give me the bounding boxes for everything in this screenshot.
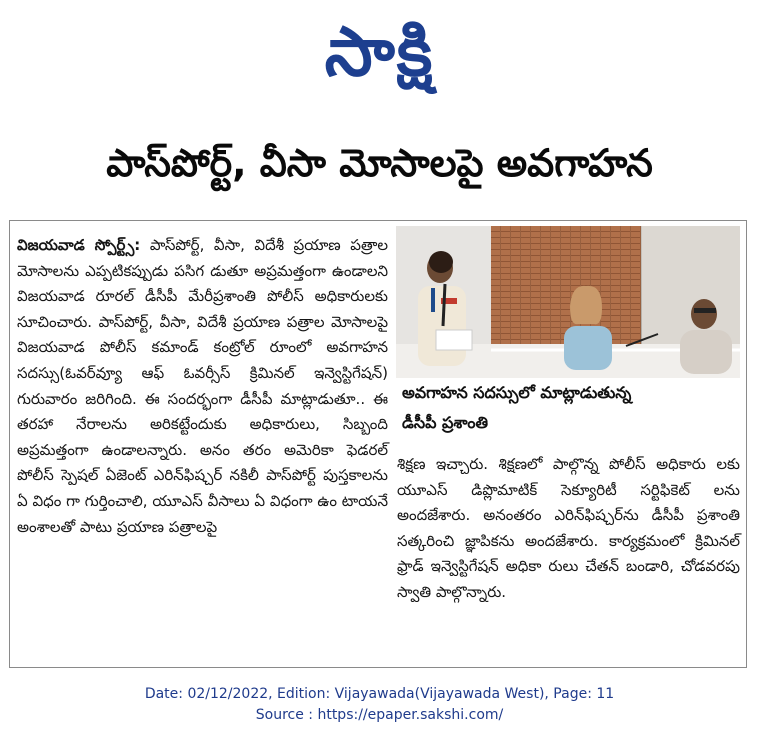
edition-info: Date: 02/12/2022, Edition: Vijayawada(Vijayawada West), Page: 11 [144,686,615,702]
article-body-left: పాస్‌పోర్ట్, వీసా, విదేశీ ప్రయాణ పత్రాల మోసాలను ఎప్పటికప్పుడు పసిగ డుతూ అప్రమత్తంగా ఉండాలని విజయవాడ రూరల్ డీసీపీ మేరీప్రశాంతి పోలీస్ అధికారులకు సూచించారు. పాస్‌పోర్ట్, వీసా, విదేశీ ప్రయాణ పత్రాల మోసాలపై విజయవాడ పోలీస్ కమాండ్ కంట్రోల్ రూంలో అవగాహన సదస్సు(ఓవర్‌వ్యూ ఆఫ్ ఓవర్సీస్ క్రిమినల్ ఇన్వెస్టిగేషన్) గురువారం జరిగింది. ఈ సందర్భంగా డీసీపీ మాట్లాడుతూ.. ఈ తరహా నేరాలను అరికట్టేందుకు అధికారులు, సిబ్బంది అప్రమత్తంగా ఉండాలన్నారు. అనం తరం అమెరికా ఫెడరల్ పోలీస్ స్పెషల్ ఏజెంట్ ఎరిన్‌ఫిష్చర్ నకిలీ పాస్‌పోర్ట్ పుస్తకాలను ఏ విధం గా గుర్తించాలి, యూఎస్ వీసాలు ఏ విధంగా ఉం టాయనే అంశాలతో పాటు ప్రయాణ పత్రాలపై [17,236,388,536]
photo-caption-line-1: అవగాహన సదస్సులో మాట్లాడుతున్న [402,383,632,402]
article-right-column: శిక్షణ ఇచ్చారు. శిక్షణలో పాల్గొన్న పోలీస్ అధికారు లకు యూఎస్ డిప్లొమాటిక్ సెక్యూరిటీ సర్టిఫికెట్ లను అందజేశారు. అనంతరం ఎరిన్‌ఫిష్చర్‌ను డీసీపీ ప్రశాంతి సత్కరించి జ్ఞాపికను అందజేశారు. కార్యక్రమంలో క్రిమినల్ ఫ్రాడ్ ఇన్వెస్టిగేషన్ అధికా రులు చేతన్ బండారి, చోడవరపు స్వాతి పాల్గొన్నారు. [397,455,740,601]
logo-text: సాక్షి [324,13,435,92]
article-photo [396,226,740,378]
photo-caption [402,378,742,438]
dateline: విజయవాడ స్పోర్ట్స్: [17,236,141,254]
article-left-column [17,233,388,540]
article-headline: పాస్‌పోర్ట్, వీసా మోసాలపై అవగాహన [106,141,653,185]
photo-caption-line-2: డీసీపీ ప్రశాంతి [402,413,488,432]
page-footer [0,684,759,726]
photo-illustration [396,226,740,378]
masthead-logo [0,8,759,98]
source-link[interactable]: Source : https://epaper.sakshi.com/ [255,707,504,723]
